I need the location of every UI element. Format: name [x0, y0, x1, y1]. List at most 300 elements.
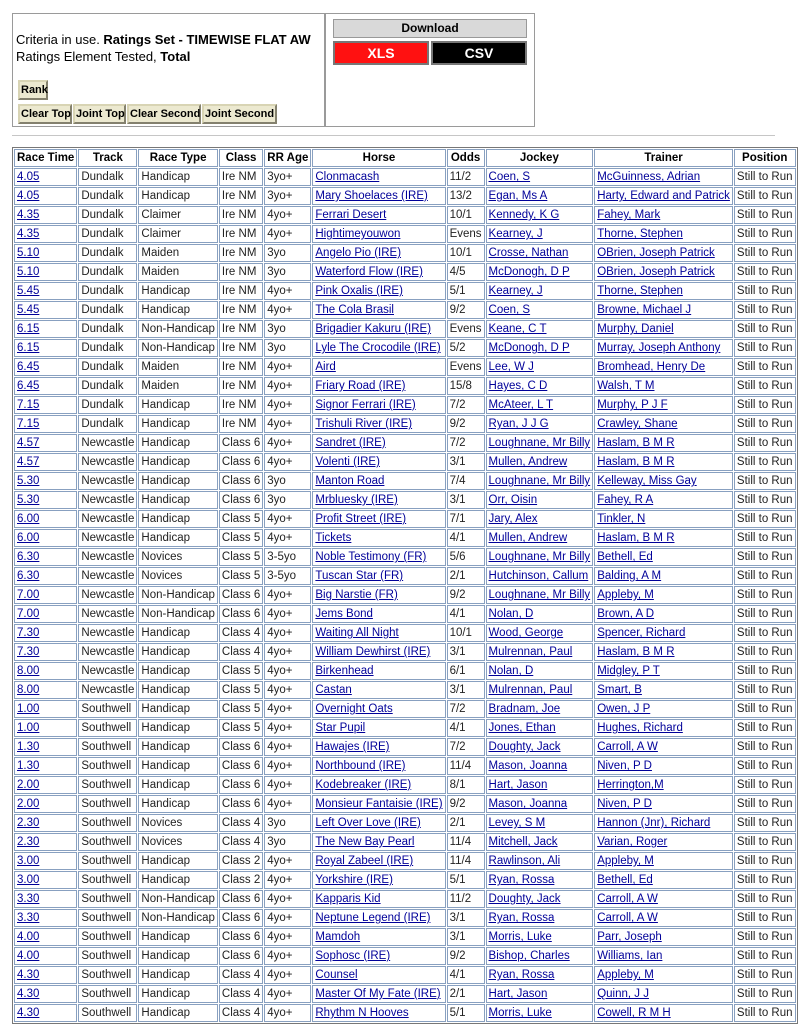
- jockey-link[interactable]: Mason, Joanna: [488, 760, 568, 772]
- cell-odds: Evens: [447, 225, 485, 243]
- jockey-link[interactable]: Nolan, D: [488, 665, 534, 677]
- trainer-link[interactable]: Browne, Michael J: [597, 304, 692, 316]
- horse-link[interactable]: Kapparis Kid: [315, 893, 381, 905]
- race-time-link[interactable]: 6.15: [17, 342, 40, 354]
- horse-link[interactable]: Waterford Flow (IRE): [315, 266, 423, 278]
- table-row: [14, 282, 796, 300]
- horse-link[interactable]: Big Narstie (FR): [315, 589, 398, 601]
- horse-link[interactable]: Tickets: [315, 532, 352, 544]
- horse-link[interactable]: Noble Testimony (FR): [315, 551, 427, 563]
- race-time-link[interactable]: 2.00: [17, 798, 40, 810]
- cell-position: Still to Run: [734, 168, 796, 186]
- jockey-link[interactable]: Hart, Jason: [488, 988, 548, 1000]
- race-time-link[interactable]: 8.00: [17, 684, 40, 696]
- trainer-link[interactable]: Owen, J P: [597, 703, 651, 715]
- cell-odds: Evens: [447, 320, 485, 338]
- cell-race-time: [14, 415, 77, 433]
- jockey-link[interactable]: Mitchell, Jack: [488, 836, 558, 848]
- cell-race-type: Handicap: [138, 282, 218, 300]
- horse-link[interactable]: Angelo Pio (IRE): [315, 247, 402, 259]
- race-time-link[interactable]: 5.10: [17, 266, 40, 278]
- jockey-link[interactable]: Lee, W J: [488, 361, 534, 373]
- race-time-link[interactable]: 2.00: [17, 779, 40, 791]
- cell-track: Dundalk: [78, 320, 137, 338]
- cell-jockey: [486, 339, 594, 357]
- cell-race-time: [14, 301, 77, 319]
- race-time-link[interactable]: 4.57: [17, 437, 40, 449]
- trainer-link[interactable]: Balding, A M: [597, 570, 662, 582]
- jockey-link[interactable]: Hayes, C D: [488, 380, 548, 392]
- cell-odds: 7/4: [447, 472, 485, 490]
- trainer-link[interactable]: Niven, P D: [597, 798, 652, 810]
- cell-rr-age: 4yo+: [264, 301, 311, 319]
- race-time-link[interactable]: 1.30: [17, 741, 40, 753]
- cell-track: Southwell: [78, 890, 137, 908]
- cell-odds: 7/2: [447, 396, 485, 414]
- horse-link[interactable]: Mary Shoelaces (IRE): [315, 190, 428, 202]
- horse-link[interactable]: Signor Ferrari (IRE): [315, 399, 416, 411]
- horse-link[interactable]: Sophosc (IRE): [315, 950, 391, 962]
- jockey-link[interactable]: Loughnane, Mr Billy: [488, 437, 591, 449]
- cell-race-time: [14, 605, 77, 623]
- cell-odds: 11/2: [447, 168, 485, 186]
- cell-rr-age: 4yo+: [264, 510, 311, 528]
- joint-second-button[interactable]: Joint Second: [202, 104, 277, 124]
- table-row: [14, 928, 796, 946]
- cell-track: Southwell: [78, 795, 137, 813]
- jockey-link[interactable]: Mulrennan, Paul: [488, 646, 573, 658]
- horse-link[interactable]: Hightimeyouwon: [315, 228, 401, 240]
- race-time-link[interactable]: 4.05: [17, 171, 40, 183]
- table-row: [14, 871, 796, 889]
- race-time-link[interactable]: 4.35: [17, 228, 40, 240]
- cell-trainer: [594, 985, 733, 1003]
- horse-link[interactable]: Master Of My Fate (IRE): [315, 988, 441, 1000]
- cell-rr-age: 4yo+: [264, 434, 311, 452]
- jockey-link[interactable]: Wood, George: [488, 627, 564, 639]
- horse-link[interactable]: Rhythm N Hooves: [315, 1007, 409, 1019]
- trainer-link[interactable]: OBrien, Joseph Patrick: [597, 266, 715, 278]
- cell-jockey: [486, 624, 594, 642]
- race-time-link[interactable]: 4.00: [17, 931, 40, 943]
- race-time-link[interactable]: 3.30: [17, 893, 40, 905]
- trainer-link[interactable]: Walsh, T M: [597, 380, 655, 392]
- race-time-link[interactable]: 7.15: [17, 399, 40, 411]
- horse-link[interactable]: Mrbluesky (IRE): [315, 494, 398, 506]
- cell-trainer: [594, 814, 733, 832]
- cell-position: Still to Run: [734, 187, 796, 205]
- cell-trainer: [594, 491, 733, 509]
- horse-link[interactable]: Profit Street (IRE): [315, 513, 407, 525]
- race-time-link[interactable]: 7.00: [17, 608, 40, 620]
- cell-track: Newcastle: [78, 624, 137, 642]
- download-title: Download: [333, 19, 527, 38]
- jockey-link[interactable]: McDonogh, D P: [488, 342, 570, 354]
- jockey-link[interactable]: Loughnane, Mr Billy: [488, 589, 591, 601]
- trainer-link[interactable]: Quinn, J J: [597, 988, 649, 1000]
- cell-track: Southwell: [78, 852, 137, 870]
- trainer-link[interactable]: Carroll, A W: [597, 741, 658, 753]
- race-time-link[interactable]: 1.30: [17, 760, 40, 772]
- jockey-link[interactable]: Mullen, Andrew: [488, 456, 568, 468]
- horse-link[interactable]: Tuscan Star (FR): [315, 570, 404, 582]
- cell-track: Newcastle: [78, 529, 137, 547]
- cell-race-time: [14, 244, 77, 262]
- horse-link[interactable]: Waiting All Night: [315, 627, 399, 639]
- jockey-link[interactable]: Morris, Luke: [488, 1007, 552, 1019]
- cell-trainer: [594, 548, 733, 566]
- cell-odds: 8/1: [447, 776, 485, 794]
- trainer-link[interactable]: Haslam, B M R: [597, 437, 675, 449]
- cell-class: Class 6: [219, 472, 263, 490]
- cell-track: Southwell: [78, 947, 137, 965]
- cell-jockey: [486, 719, 594, 737]
- cell-jockey: [486, 434, 594, 452]
- race-time-link[interactable]: 7.00: [17, 589, 40, 601]
- cell-race-time: [14, 168, 77, 186]
- trainer-link[interactable]: Varian, Roger: [597, 836, 668, 848]
- trainer-link[interactable]: Appleby, M: [597, 969, 654, 981]
- race-time-link[interactable]: 5.45: [17, 304, 40, 316]
- trainer-link[interactable]: Thorne, Stephen: [597, 228, 683, 240]
- race-time-link[interactable]: 6.30: [17, 551, 40, 563]
- horse-link[interactable]: Jems Bond: [315, 608, 373, 620]
- horse-link[interactable]: Trishuli River (IRE): [315, 418, 413, 430]
- table-row: [14, 396, 796, 414]
- trainer-link[interactable]: Parr, Joseph: [597, 931, 662, 943]
- csv-download-button[interactable]: CSV: [431, 41, 527, 65]
- race-time-link[interactable]: 5.45: [17, 285, 40, 297]
- jockey-link[interactable]: Jones, Ethan: [488, 722, 556, 734]
- trainer-link[interactable]: Hughes, Richard: [597, 722, 683, 734]
- cell-race-type: Handicap: [138, 168, 218, 186]
- horse-link[interactable]: Neptune Legend (IRE): [315, 912, 431, 924]
- joint-top-button[interactable]: Joint Top: [73, 104, 126, 124]
- race-time-link[interactable]: 7.30: [17, 627, 40, 639]
- jockey-link[interactable]: Bradnam, Joe: [488, 703, 561, 715]
- jockey-link[interactable]: Hart, Jason: [488, 779, 548, 791]
- trainer-link[interactable]: Niven, P D: [597, 760, 652, 772]
- jockey-link[interactable]: Kearney, J: [488, 228, 543, 240]
- horse-link[interactable]: Star Pupil: [315, 722, 366, 734]
- trainer-link[interactable]: Fahey, Mark: [597, 209, 661, 221]
- trainer-link[interactable]: Haslam, B M R: [597, 532, 675, 544]
- cell-class: Class 6: [219, 947, 263, 965]
- cell-class: Class 6: [219, 757, 263, 775]
- cell-trainer: [594, 852, 733, 870]
- race-time-link[interactable]: 3.30: [17, 912, 40, 924]
- horse-link[interactable]: Pink Oxalis (IRE): [315, 285, 403, 297]
- trainer-link[interactable]: Midgley, P T: [597, 665, 660, 677]
- cell-class: Class 4: [219, 814, 263, 832]
- jockey-link[interactable]: Rawlinson, Ali: [488, 855, 561, 867]
- jockey-link[interactable]: McDonogh, D P: [488, 266, 570, 278]
- jockey-link[interactable]: Jary, Alex: [488, 513, 538, 525]
- horse-link[interactable]: Clonmacash: [315, 171, 380, 183]
- cell-race-time: [14, 700, 77, 718]
- cell-position: Still to Run: [734, 643, 796, 661]
- cell-trainer: [594, 662, 733, 680]
- horse-link[interactable]: Birkenhead: [315, 665, 374, 677]
- jockey-link[interactable]: Orr, Oisin: [488, 494, 538, 506]
- jockey-link[interactable]: Mulrennan, Paul: [488, 684, 573, 696]
- clear-second-button[interactable]: Clear Second: [127, 104, 201, 124]
- cell-jockey: [486, 301, 594, 319]
- horse-link[interactable]: Northbound (IRE): [315, 760, 406, 772]
- trainer-link[interactable]: Williams, Ian: [597, 950, 663, 962]
- trainer-link[interactable]: Appleby, M: [597, 589, 654, 601]
- horse-link[interactable]: Overnight Oats: [315, 703, 393, 715]
- race-time-link[interactable]: 5.10: [17, 247, 40, 259]
- table-row: [14, 643, 796, 661]
- trainer-link[interactable]: Murphy, P J F: [597, 399, 668, 411]
- trainer-link[interactable]: Cowell, R M H: [597, 1007, 671, 1019]
- trainer-link[interactable]: Herrington,M: [597, 779, 664, 791]
- cell-trainer: [594, 472, 733, 490]
- cell-odds: 5/1: [447, 282, 485, 300]
- race-time-link[interactable]: 8.00: [17, 665, 40, 677]
- cell-jockey: [486, 662, 594, 680]
- horse-link[interactable]: Manton Road: [315, 475, 385, 487]
- cell-trainer: [594, 928, 733, 946]
- horse-link[interactable]: Brigadier Kakuru (IRE): [315, 323, 432, 335]
- cell-race-type: Maiden: [138, 263, 218, 281]
- cell-horse: [312, 510, 445, 528]
- cell-horse: [312, 605, 445, 623]
- cell-trainer: [594, 890, 733, 908]
- jockey-link[interactable]: McAteer, L T: [488, 399, 554, 411]
- cell-trainer: [594, 605, 733, 623]
- cell-rr-age: 4yo+: [264, 624, 311, 642]
- table-row: [14, 833, 796, 851]
- jockey-link[interactable]: Doughty, Jack: [488, 741, 561, 753]
- race-time-link[interactable]: 4.35: [17, 209, 40, 221]
- jockey-link[interactable]: Loughnane, Mr Billy: [488, 551, 591, 563]
- horse-link[interactable]: William Dewhirst (IRE): [315, 646, 431, 658]
- jockey-link[interactable]: Ryan, Rossa: [488, 969, 555, 981]
- trainer-link[interactable]: Carroll, A W: [597, 912, 658, 924]
- race-time-link[interactable]: 6.15: [17, 323, 40, 335]
- clear-top-button[interactable]: Clear Top: [18, 104, 72, 124]
- horse-link[interactable]: The Cola Brasil: [315, 304, 394, 316]
- cell-class: Class 5: [219, 681, 263, 699]
- trainer-link[interactable]: Fahey, R A: [597, 494, 654, 506]
- race-time-link[interactable]: 6.00: [17, 513, 40, 525]
- race-time-link[interactable]: 5.30: [17, 475, 40, 487]
- trainer-link[interactable]: Thorne, Stephen: [597, 285, 683, 297]
- jockey-link[interactable]: Coen, S: [488, 304, 531, 316]
- jockey-link[interactable]: Bishop, Charles: [488, 950, 570, 962]
- race-time-link[interactable]: 3.00: [17, 874, 40, 886]
- horse-link[interactable]: Volenti (IRE): [315, 456, 380, 468]
- horse-link[interactable]: Counsel: [315, 969, 358, 981]
- jockey-link[interactable]: Doughty, Jack: [488, 893, 561, 905]
- jockey-link[interactable]: Ryan, Rossa: [488, 912, 555, 924]
- trainer-link[interactable]: Haslam, B M R: [597, 456, 675, 468]
- cell-class: Class 4: [219, 966, 263, 984]
- cell-race-time: [14, 643, 77, 661]
- trainer-link[interactable]: Crawley, Shane: [597, 418, 678, 430]
- cell-trainer: [594, 529, 733, 547]
- race-time-link[interactable]: 7.15: [17, 418, 40, 430]
- jockey-link[interactable]: Egan, Ms A: [488, 190, 548, 202]
- cell-track: Dundalk: [78, 339, 137, 357]
- trainer-link[interactable]: Carroll, A W: [597, 893, 658, 905]
- race-time-link[interactable]: 4.30: [17, 969, 40, 981]
- jockey-link[interactable]: Kennedy, K G: [488, 209, 560, 221]
- horse-link[interactable]: Left Over Love (IRE): [315, 817, 421, 829]
- race-time-link[interactable]: 4.57: [17, 456, 40, 468]
- cell-horse: [312, 206, 445, 224]
- race-time-link[interactable]: 6.30: [17, 570, 40, 582]
- jockey-link[interactable]: Ryan, Rossa: [488, 874, 555, 886]
- cell-jockey: [486, 966, 594, 984]
- rank-button[interactable]: Rank: [18, 80, 48, 100]
- col-header-class: Class: [219, 149, 263, 167]
- horse-link[interactable]: Kodebreaker (IRE): [315, 779, 412, 791]
- horse-link[interactable]: Friary Road (IRE): [315, 380, 406, 392]
- race-time-link[interactable]: 5.30: [17, 494, 40, 506]
- cell-jockey: [486, 548, 594, 566]
- race-time-link[interactable]: 1.00: [17, 722, 40, 734]
- horse-link[interactable]: Royal Zabeel (IRE): [315, 855, 414, 867]
- trainer-link[interactable]: Tinkler, N: [597, 513, 646, 525]
- table-row: [14, 605, 796, 623]
- cell-track: Newcastle: [78, 643, 137, 661]
- jockey-link[interactable]: Loughnane, Mr Billy: [488, 475, 591, 487]
- trainer-link[interactable]: Smart, B: [597, 684, 642, 696]
- trainer-link[interactable]: Bromhead, Henry De: [597, 361, 706, 373]
- col-header-odds: Odds: [447, 149, 485, 167]
- horse-link[interactable]: Hawajes (IRE): [315, 741, 390, 753]
- cell-position: Still to Run: [734, 358, 796, 376]
- cell-trainer: [594, 681, 733, 699]
- cell-odds: 3/1: [447, 909, 485, 927]
- cell-class: Class 5: [219, 662, 263, 680]
- trainer-link[interactable]: Spencer, Richard: [597, 627, 686, 639]
- cell-race-type: Non-Handicap: [138, 586, 218, 604]
- race-time-link[interactable]: 2.30: [17, 817, 40, 829]
- horse-link[interactable]: Ferrari Desert: [315, 209, 387, 221]
- cell-rr-age: 4yo+: [264, 738, 311, 756]
- cell-class: Class 2: [219, 852, 263, 870]
- jockey-link[interactable]: Kearney, J: [488, 285, 543, 297]
- jockey-link[interactable]: Mason, Joanna: [488, 798, 568, 810]
- horse-link[interactable]: Sandret (IRE): [315, 437, 386, 449]
- trainer-link[interactable]: Brown, A D: [597, 608, 655, 620]
- trainer-link[interactable]: Bethell, Ed: [597, 551, 653, 563]
- jockey-link[interactable]: Morris, Luke: [488, 931, 552, 943]
- cell-race-type: Claimer: [138, 225, 218, 243]
- cell-jockey: [486, 453, 594, 471]
- cell-track: Southwell: [78, 814, 137, 832]
- jockey-link[interactable]: Coen, S: [488, 171, 531, 183]
- results-table: [12, 147, 798, 1024]
- jockey-link[interactable]: Keane, C T: [488, 323, 547, 335]
- cell-horse: [312, 548, 445, 566]
- trainer-link[interactable]: Murphy, Daniel: [597, 323, 674, 335]
- cell-race-time: [14, 871, 77, 889]
- cell-trainer: [594, 377, 733, 395]
- col-header-trainer: Trainer: [594, 149, 733, 167]
- trainer-link[interactable]: Haslam, B M R: [597, 646, 675, 658]
- trainer-link[interactable]: Murray, Joseph Anthony: [597, 342, 721, 354]
- cell-trainer: [594, 225, 733, 243]
- race-time-link[interactable]: 6.45: [17, 380, 40, 392]
- cell-class: Ire NM: [219, 415, 263, 433]
- cell-class: Class 6: [219, 491, 263, 509]
- cell-position: Still to Run: [734, 263, 796, 281]
- jockey-link[interactable]: Nolan, D: [488, 608, 534, 620]
- horse-link[interactable]: Yorkshire (IRE): [315, 874, 393, 886]
- cell-rr-age: 3yo: [264, 491, 311, 509]
- cell-position: Still to Run: [734, 472, 796, 490]
- jockey-link[interactable]: Levey, S M: [488, 817, 546, 829]
- race-time-link[interactable]: 1.00: [17, 703, 40, 715]
- cell-odds: 9/2: [447, 415, 485, 433]
- cell-class: Class 5: [219, 719, 263, 737]
- race-time-link[interactable]: 4.30: [17, 988, 40, 1000]
- race-time-link[interactable]: 7.30: [17, 646, 40, 658]
- horse-link[interactable]: Castan: [315, 684, 352, 696]
- cell-race-time: [14, 320, 77, 338]
- cell-jockey: [486, 605, 594, 623]
- cell-class: Class 4: [219, 1004, 263, 1022]
- race-time-link[interactable]: 4.00: [17, 950, 40, 962]
- jockey-link[interactable]: Mullen, Andrew: [488, 532, 568, 544]
- race-time-link[interactable]: 2.30: [17, 836, 40, 848]
- jockey-link[interactable]: Crosse, Nathan: [488, 247, 569, 259]
- horse-link[interactable]: The New Bay Pearl: [315, 836, 415, 848]
- xls-download-button[interactable]: XLS: [333, 41, 429, 65]
- trainer-link[interactable]: Harty, Edward and Patrick: [597, 190, 730, 202]
- race-time-link[interactable]: 3.00: [17, 855, 40, 867]
- cell-odds: 7/2: [447, 700, 485, 718]
- cell-odds: 2/1: [447, 985, 485, 1003]
- download-panel: [325, 13, 535, 127]
- cell-track: Newcastle: [78, 453, 137, 471]
- trainer-link[interactable]: Bethell, Ed: [597, 874, 653, 886]
- cell-race-time: [14, 187, 77, 205]
- horse-link[interactable]: Monsieur Fantaisie (IRE): [315, 798, 443, 810]
- trainer-link[interactable]: McGuinness, Adrian: [597, 171, 701, 183]
- cell-race-type: Handicap: [138, 491, 218, 509]
- horse-link[interactable]: Mamdoh: [315, 931, 361, 943]
- race-time-link[interactable]: 6.45: [17, 361, 40, 373]
- jockey-link[interactable]: Hutchinson, Callum: [488, 570, 589, 582]
- trainer-link[interactable]: Appleby, M: [597, 855, 654, 867]
- race-time-link[interactable]: 6.00: [17, 532, 40, 544]
- race-time-link[interactable]: 4.05: [17, 190, 40, 202]
- cell-track: Newcastle: [78, 472, 137, 490]
- jockey-link[interactable]: Ryan, J J G: [488, 418, 549, 430]
- table-row: [14, 738, 796, 756]
- cell-horse: [312, 624, 445, 642]
- trainer-link[interactable]: Kelleway, Miss Gay: [597, 475, 697, 487]
- horse-link[interactable]: Aird: [315, 361, 336, 373]
- cell-race-time: [14, 833, 77, 851]
- horse-link[interactable]: Lyle The Crocodile (IRE): [315, 342, 441, 354]
- cell-position: Still to Run: [734, 1004, 796, 1022]
- cell-horse: [312, 282, 445, 300]
- trainer-link[interactable]: Hannon (Jnr), Richard: [597, 817, 711, 829]
- cell-trainer: [594, 719, 733, 737]
- trainer-link[interactable]: OBrien, Joseph Patrick: [597, 247, 715, 259]
- cell-class: Ire NM: [219, 168, 263, 186]
- cell-race-type: Maiden: [138, 377, 218, 395]
- cell-rr-age: 4yo+: [264, 415, 311, 433]
- race-time-link[interactable]: 4.30: [17, 1007, 40, 1019]
